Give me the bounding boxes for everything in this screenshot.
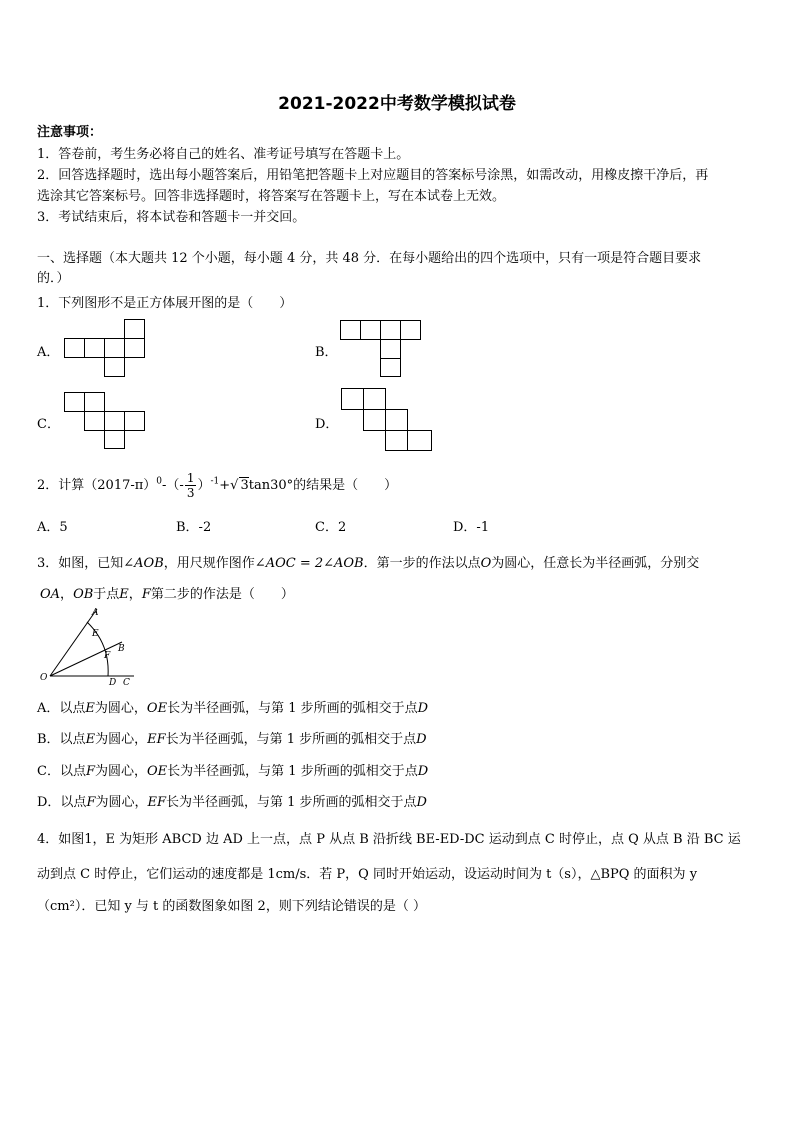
q3-ray-a (50, 609, 97, 676)
page-title: 2021-2022中考数学模拟试卷 (278, 94, 516, 114)
q3-opt-text: 为圆心， (95, 795, 148, 810)
q1-option-d-label: D． (315, 417, 339, 432)
q3-label-b: B (118, 644, 125, 654)
q3-opt-text: 长为半径画弧，与第 1 步所画的弧相交于点 (165, 732, 417, 747)
q2-plus: + (219, 478, 231, 493)
q3-opt-point: D (416, 732, 427, 747)
notice-item-3: 3．考试结束后，将本试卷和答题卡一并交回。 (37, 210, 306, 225)
q2-fraction-den: 3 (186, 486, 195, 500)
q3-opt-text: 为圆心， (94, 701, 147, 716)
q1-option-c-label: C． (37, 417, 60, 432)
q2-suffix: tan30°的结果是（ ） (248, 478, 398, 493)
q2-stem: 2．计算$(2017-\pi)^0-(-$ $\frac{1}{3}$ ）$^{-1}$+√ 3tan30°的结果是（ ） (37, 471, 398, 500)
q3-opt-text: 长为半径画弧，与第 1 步所画的弧相交于点 (167, 764, 418, 779)
q2-prefix: 2．计算（2017-π） (37, 478, 157, 493)
q3-label-a: A (92, 608, 99, 618)
q3-opt-text: B．以点 (37, 732, 86, 747)
q3-opt-text: D．以点 (37, 795, 87, 810)
q3-opt-text: 为圆心， (95, 732, 148, 747)
q2-close: ） (197, 478, 211, 493)
q3-text: ， (60, 587, 74, 602)
q4-line1: 4．如图1，E 为矩形 ABCD 边 AD 上一点，点 P 从点 B 沿折线 BE-ED-DC 运动到点 C 时停止，点 Q 从点 B 沿 BC 运 (37, 832, 741, 847)
q3-point-e: E (119, 587, 129, 602)
q3-opt-point: F (85, 764, 95, 779)
q1-net-a (64, 318, 146, 378)
q4-line2: 动到点 C 时停止，它们运动的速度都是 1cm/s．若 P，Q 同时开始运动，设运动时间为 t（s），△BPQ 的面积为 y (37, 867, 698, 882)
q2-exp-zero: 0 (156, 476, 163, 487)
notice-item-2: 2．回答选择题时，选出每小题答案后，用铅笔把答题卡上对应题目的答案标号涂黑，如需改动，用橡皮擦干净后，再 (37, 168, 709, 183)
q2-option-b: B．-2 (176, 520, 212, 535)
q3-angle-figure (40, 606, 140, 686)
q3-opt-point: E (85, 732, 96, 747)
q1-stem: 1．下列图形不是正方体展开图的是（ ） (37, 296, 293, 311)
q3-point-f: F (141, 587, 151, 602)
q3-angle-aoc: ∠AOC = 2∠AOB (254, 556, 364, 571)
q2-option-d: D．-1 (453, 520, 490, 535)
q3-label-d: D (109, 678, 117, 688)
q3-opt-point: D (417, 764, 429, 779)
q3-label-e: E (92, 629, 99, 639)
q3-opt-text: 长为半径画弧，与第 1 步所画的弧相交于点 (167, 701, 418, 716)
q3-ray-oa: OA (40, 587, 61, 602)
q3-opt-point: F (86, 795, 96, 810)
q2-minus: -（- (162, 478, 184, 493)
q3-point-o: O (480, 556, 492, 571)
q2-fraction-num: 1 (186, 471, 195, 485)
q3-opt-length: OE (147, 764, 168, 779)
notice-heading: 注意事项： (37, 125, 103, 140)
q2-option-c: C．2 (315, 520, 347, 535)
q3-opt-length: EF (147, 732, 166, 747)
q3-ray-b (50, 642, 122, 676)
q3-option-b (37, 728, 427, 747)
notice-item-1: 1．答卷前，考生务必将自己的姓名、准考证号填写在答题卡上。 (37, 147, 410, 162)
q2-sqrt-arg: 3 (240, 478, 249, 493)
q3-label-o: O (40, 673, 48, 683)
q1-option-b-label: B． (315, 345, 338, 360)
q3-opt-text: 长为半径画弧，与第 1 步所画的弧相交于点 (166, 795, 417, 810)
q3-text: 第二步的作法是（ ） (150, 587, 294, 602)
q3-line1 (37, 552, 699, 571)
q3-opt-length: OE (146, 701, 168, 716)
q3-opt-point: D (416, 795, 427, 810)
q3-angle-aob: ∠AOB (123, 556, 164, 571)
q3-opt-point: E (85, 701, 95, 716)
q3-text: 3．如图，已知 (37, 556, 124, 571)
q3-text: ， (128, 587, 142, 602)
q3-opt-text: A．以点 (37, 701, 86, 716)
q1-option-a-label: A． (37, 345, 60, 360)
q3-line2 (40, 583, 294, 602)
q2-option-a: A．5 (37, 520, 68, 535)
q3-opt-point: D (417, 701, 429, 716)
q3-option-c (37, 760, 428, 779)
q3-opt-length: EF (147, 795, 166, 810)
notice-item-2-cont: 选涂其它答案标号。回答非选择题时，将答案写在答题卡上，写在本试卷上无效。 (37, 189, 506, 204)
q3-option-a (37, 697, 428, 716)
section-heading-line1: 一、选择题（本大题共 12 个小题，每小题 4 分，共 48 分．在每小题给出的四个选项中，只有一项是符合题目要求 (37, 251, 702, 266)
q1-net-b (340, 319, 422, 379)
q3-label-c: C (123, 678, 130, 688)
q3-opt-text: C．以点 (37, 764, 86, 779)
q1-net-c (64, 391, 146, 451)
section-heading-line2: 的．） (37, 271, 70, 286)
q3-text: ，用尺规作图作 (163, 556, 255, 571)
q3-label-f: F (104, 651, 111, 661)
q3-text: 于点 (93, 587, 120, 602)
q2-exp-neg1: -1 (210, 476, 220, 487)
q3-opt-text: 为圆心， (94, 764, 147, 779)
q3-ray-ob: OB (73, 587, 94, 602)
q2-fraction (185, 471, 197, 500)
q1-net-d (341, 387, 435, 453)
q4-line3: （cm²）．已知 y 与 t 的函数图象如图 2，则下列结论错误的是（ ） (37, 899, 426, 914)
q3-option-d (37, 791, 427, 810)
q3-text: ．第一步的作法以点 (363, 556, 481, 571)
q3-text: 为圆心，任意长为半径画弧，分别交 (491, 556, 700, 571)
